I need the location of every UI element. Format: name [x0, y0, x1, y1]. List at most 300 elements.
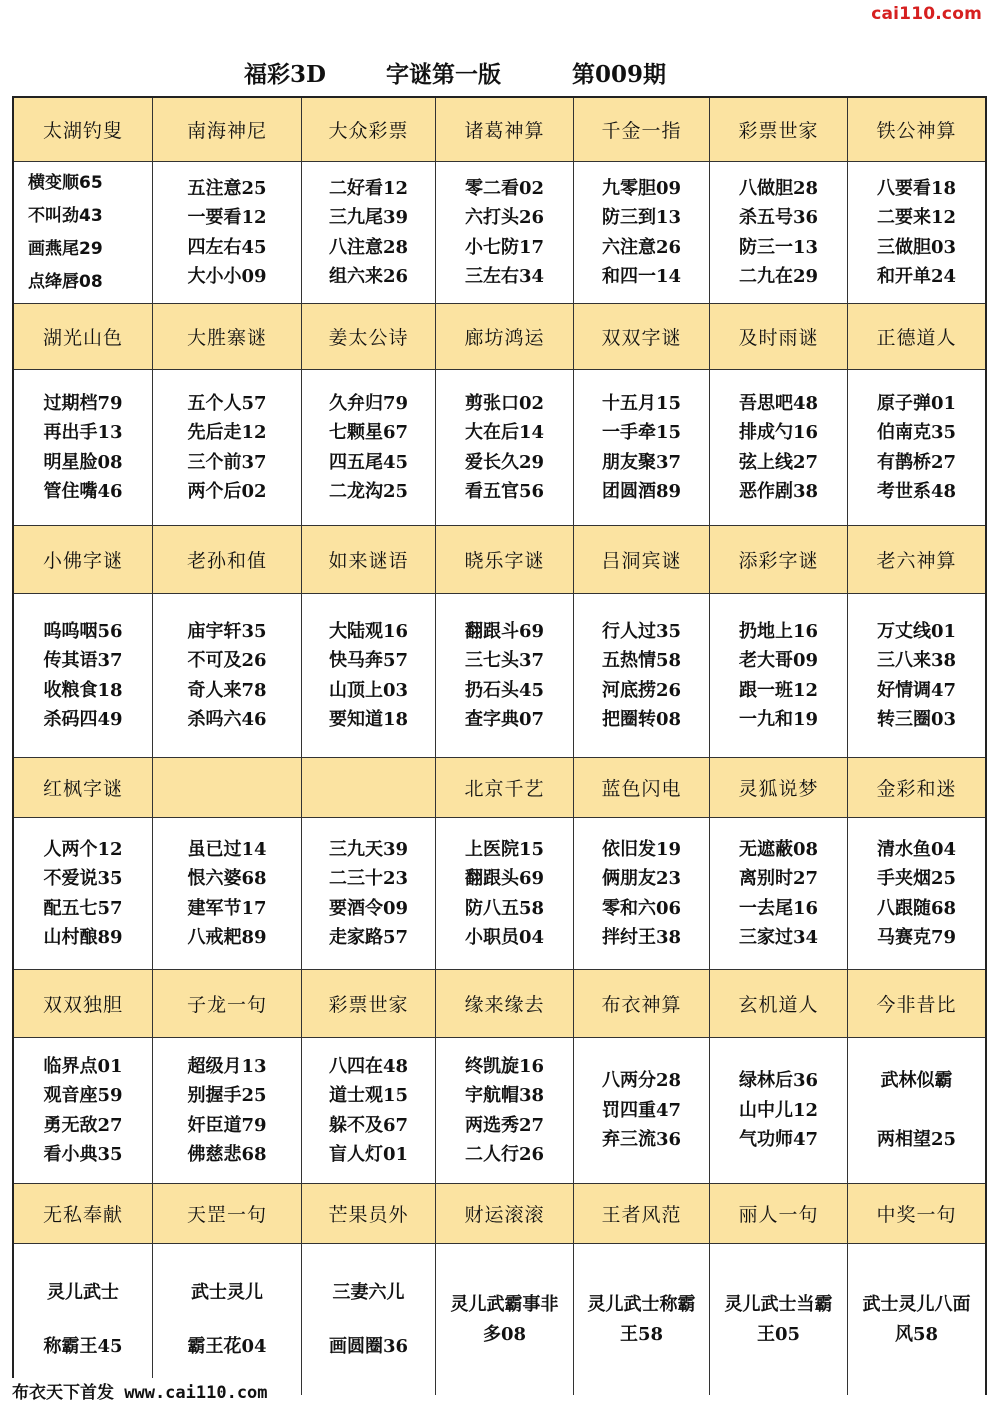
riddle-cell — [14, 594, 153, 757]
riddle-line: 佛慈悲68 — [187, 1144, 267, 1165]
riddle-line: 看小典35 — [43, 1144, 123, 1165]
column-header — [302, 304, 436, 369]
riddle-line: 伯南克35 — [876, 422, 957, 443]
riddle-line: 别握手25 — [187, 1085, 267, 1106]
expert-name: 晓乐字谜 — [464, 550, 545, 572]
body-row — [14, 1244, 985, 1395]
title-issue: 第009期 — [572, 61, 667, 88]
expert-name: 老六神算 — [876, 550, 957, 572]
riddle-lines — [739, 617, 818, 735]
column-header — [302, 970, 436, 1037]
riddle-lines — [329, 1052, 408, 1170]
riddle-line: 点绛唇08 — [28, 271, 103, 292]
expert-name: 彩票世家 — [328, 994, 409, 1016]
riddle-lines — [877, 174, 956, 292]
riddle-lines — [877, 1066, 956, 1155]
riddle-line: 收粮食18 — [43, 679, 123, 701]
riddle-cell — [436, 162, 574, 303]
expert-name: 今非昔比 — [876, 994, 957, 1016]
riddle-line: 小职员04 — [464, 927, 545, 948]
riddle-line: 无遮蔽08 — [738, 838, 819, 860]
column-header — [153, 1184, 302, 1243]
column-header — [153, 526, 302, 593]
riddle-lines — [43, 1244, 122, 1395]
riddle-lines — [602, 1066, 681, 1155]
riddle-cell — [710, 818, 848, 969]
riddle-line: 躲不及67 — [328, 1114, 409, 1136]
column-header — [436, 1184, 574, 1243]
riddle-line: 一去尾16 — [738, 897, 819, 919]
riddle-line: 清水鱼04 — [876, 838, 957, 860]
riddle-line: 防三到13 — [601, 207, 682, 228]
riddle-line: 灵儿武士称霸王58 — [587, 1293, 696, 1345]
riddle-line: 五热情58 — [601, 650, 682, 671]
riddle-line: 要酒令09 — [328, 897, 409, 919]
expert-name: 太湖钓叟 — [42, 120, 123, 142]
riddle-lines — [465, 617, 544, 735]
riddle-lines — [739, 1066, 818, 1155]
riddle-cell — [14, 1244, 153, 1395]
riddle-line: 不可及26 — [187, 650, 267, 671]
column-header — [14, 98, 153, 161]
column-header — [302, 98, 436, 161]
expert-name: 中奖一句 — [876, 1204, 957, 1226]
riddle-line: 明星脸08 — [43, 451, 123, 473]
riddle-cell — [436, 370, 574, 525]
column-header — [848, 526, 985, 593]
riddle-line: 四左右45 — [187, 236, 267, 258]
column-header — [710, 526, 848, 593]
expert-name: 蓝色闪电 — [601, 778, 682, 800]
riddle-line: 翻跟头69 — [464, 868, 545, 889]
expert-name: 大胜寨谜 — [186, 327, 267, 349]
header-row — [14, 526, 985, 594]
riddle-cell — [302, 162, 436, 303]
riddle-lines — [329, 617, 408, 735]
riddle-line: 久弁归79 — [328, 392, 409, 414]
riddle-line: 灵儿武霸事非多08 — [450, 1293, 559, 1345]
riddle-line: 临界点01 — [43, 1055, 123, 1077]
riddle-line: 七颗星67 — [328, 422, 409, 443]
column-header — [153, 758, 302, 817]
riddle-line: 三八来38 — [876, 650, 957, 671]
riddle-cell — [848, 818, 985, 969]
riddle-line: 八要看18 — [876, 177, 957, 199]
riddle-cell — [848, 162, 985, 303]
riddle-lines — [43, 835, 122, 953]
column-header — [574, 1184, 710, 1243]
riddle-line: 十五月15 — [601, 392, 682, 414]
riddle-line: 防八五58 — [464, 897, 545, 919]
riddle-line: 转三圈03 — [876, 709, 957, 730]
riddle-line: 虽已过14 — [187, 838, 267, 860]
riddle-line: 扔石头45 — [464, 679, 545, 701]
riddle-line: 手夹烟25 — [876, 868, 957, 889]
riddle-line: 看五官56 — [464, 481, 545, 502]
riddle-line: 三家过34 — [738, 927, 819, 948]
riddle-line: 三九尾39 — [328, 207, 409, 228]
column-header — [710, 98, 848, 161]
riddle-line: 杀码四49 — [43, 709, 123, 730]
column-header — [710, 1184, 848, 1243]
riddle-cell — [848, 1244, 985, 1395]
riddle-line: 配五七57 — [43, 897, 123, 919]
riddle-line: 八做胆28 — [738, 177, 819, 199]
riddle-line: 防三一13 — [738, 236, 819, 258]
column-header — [574, 970, 710, 1037]
riddle-line: 两个后02 — [187, 481, 267, 502]
column-header — [14, 970, 153, 1037]
riddle-lines — [877, 389, 956, 507]
riddle-cell — [574, 1244, 710, 1395]
riddle-lines — [329, 389, 408, 507]
riddle-line: 武士灵儿 — [191, 1282, 263, 1303]
column-header — [153, 98, 302, 161]
riddle-line: 山村酿89 — [43, 927, 123, 948]
riddle-line: 奸臣道79 — [187, 1114, 267, 1136]
riddle-line: 二三十23 — [328, 868, 409, 889]
expert-name: 无私奉献 — [42, 1204, 123, 1226]
riddle-cell — [436, 594, 574, 757]
riddle-line: 和开单24 — [876, 266, 957, 287]
column-header — [436, 526, 574, 593]
riddle-lines — [602, 389, 681, 507]
riddle-lines — [465, 389, 544, 507]
riddle-line: 不爱说35 — [43, 868, 123, 889]
expert-name: 姜太公诗 — [328, 327, 409, 349]
riddle-cell — [848, 370, 985, 525]
riddle-cell — [302, 370, 436, 525]
column-header — [710, 970, 848, 1037]
riddle-line: 扔地上16 — [738, 620, 819, 642]
riddle-cell — [436, 1038, 574, 1183]
riddle-line: 行人过35 — [601, 620, 682, 642]
riddle-line: 杀五号36 — [738, 207, 819, 228]
riddle-line: 恨六婆68 — [187, 868, 267, 889]
riddle-line: 宇航帽38 — [464, 1085, 545, 1106]
riddle-cell — [153, 162, 302, 303]
column-header — [153, 304, 302, 369]
riddle-line: 二人行26 — [464, 1144, 545, 1165]
column-header — [574, 98, 710, 161]
riddle-lines — [187, 389, 266, 507]
riddle-line: 考世系48 — [876, 481, 957, 502]
riddle-cell — [153, 370, 302, 525]
riddle-line: 灵儿武士当霸王05 — [724, 1293, 833, 1345]
title-edition: 字谜第一版 — [386, 61, 501, 88]
riddle-cell — [710, 1244, 848, 1395]
expert-name: 缘来缘去 — [464, 994, 545, 1016]
expert-name: 南海神尼 — [186, 120, 267, 142]
expert-name: 王者风范 — [601, 1204, 682, 1226]
riddle-lines — [465, 835, 544, 953]
riddle-line: 走家路57 — [328, 927, 409, 948]
riddle-cell — [574, 594, 710, 757]
expert-name: 灵狐说梦 — [738, 778, 819, 800]
expert-name: 添彩字谜 — [738, 550, 819, 572]
column-header — [848, 970, 985, 1037]
riddle-line: 离别时27 — [738, 868, 819, 889]
column-header — [14, 526, 153, 593]
riddle-line: 上医院15 — [464, 838, 545, 860]
column-header — [848, 758, 985, 817]
riddle-lines — [187, 617, 266, 735]
riddle-line: 一手牵15 — [601, 422, 682, 443]
riddle-line: 弦上线27 — [738, 451, 819, 473]
riddle-line: 八两分28 — [601, 1070, 682, 1092]
expert-name: 廊坊鸿运 — [464, 327, 545, 349]
riddle-line: 八跟随68 — [876, 897, 957, 919]
riddle-cell — [302, 594, 436, 757]
riddle-line: 庙宇轩35 — [187, 620, 267, 642]
header-row — [14, 758, 985, 818]
column-header — [14, 758, 153, 817]
riddle-line: 两相望25 — [876, 1129, 957, 1151]
page-title — [0, 56, 992, 96]
riddle-line: 拌纣王38 — [601, 927, 682, 948]
riddle-lines — [187, 835, 266, 953]
riddle-line: 罚四重47 — [601, 1099, 682, 1121]
riddle-line: 奇人来78 — [187, 679, 267, 701]
riddle-cell — [710, 370, 848, 525]
body-row — [14, 370, 985, 526]
riddle-line: 五个人57 — [187, 392, 267, 414]
riddle-line: 二好看12 — [328, 177, 409, 199]
body-row — [14, 594, 985, 758]
riddle-line: 八注意28 — [328, 236, 409, 258]
expert-name: 小佛字谜 — [42, 550, 123, 572]
riddle-cell — [848, 1038, 985, 1183]
riddle-line: 两选秀27 — [464, 1114, 545, 1136]
column-header — [14, 1184, 153, 1243]
footer-credit: 布衣天下首发 www.cai110.com — [12, 1378, 274, 1403]
riddle-line: 依旧发19 — [601, 838, 682, 860]
expert-name: 芒果员外 — [328, 1204, 409, 1226]
header-row — [14, 304, 985, 370]
riddle-lines — [877, 835, 956, 953]
riddle-cell — [302, 1038, 436, 1183]
expert-name: 子龙一句 — [186, 994, 267, 1016]
riddle-line: 组六来26 — [328, 266, 409, 287]
riddle-cell — [153, 1244, 302, 1395]
expert-name: 布衣神算 — [601, 994, 682, 1016]
column-header — [153, 970, 302, 1037]
riddle-lines — [739, 389, 818, 507]
riddle-line: 六注意26 — [601, 236, 682, 258]
riddle-cell — [153, 1038, 302, 1183]
riddle-cell — [14, 162, 153, 303]
column-header — [436, 98, 574, 161]
riddle-line: 过期档79 — [43, 392, 123, 414]
riddle-line: 一九和19 — [738, 709, 819, 730]
riddle-line: 管住嘴46 — [43, 481, 123, 502]
expert-name: 湖光山色 — [42, 327, 123, 349]
riddle-cell — [14, 818, 153, 969]
riddle-line: 弃三流36 — [601, 1129, 682, 1151]
header-row — [14, 970, 985, 1038]
riddle-line: 翻跟斗69 — [464, 620, 545, 642]
riddle-line: 勇无敌27 — [43, 1114, 123, 1136]
riddle-line: 呜呜咽56 — [43, 620, 123, 642]
column-header — [848, 98, 985, 161]
riddle-cell — [436, 818, 574, 969]
riddle-line: 原子弹01 — [876, 392, 957, 414]
riddle-line: 三个前37 — [187, 451, 267, 473]
riddle-lines — [602, 174, 681, 292]
riddle-line: 横变顺65 — [28, 172, 103, 193]
expert-name: 如来谜语 — [328, 550, 409, 572]
riddle-cell — [848, 594, 985, 757]
riddle-lines — [329, 835, 408, 953]
riddle-line: 称霸王45 — [43, 1335, 123, 1357]
riddle-lines — [14, 167, 152, 299]
riddle-line: 武士灵儿八面风58 — [862, 1293, 971, 1345]
riddle-line: 杀吗六46 — [187, 709, 267, 730]
expert-name: 双双字谜 — [601, 327, 682, 349]
riddle-line: 六打头26 — [464, 207, 545, 228]
riddle-line: 再出手13 — [43, 422, 123, 443]
body-row — [14, 162, 985, 304]
expert-name: 彩票世家 — [738, 120, 819, 142]
riddle-cell — [574, 818, 710, 969]
riddle-line: 终凯旋16 — [464, 1055, 545, 1077]
riddle-lines — [739, 835, 818, 953]
riddle-cell — [574, 1038, 710, 1183]
riddle-line: 好情调47 — [876, 679, 957, 701]
riddle-line: 剪张口02 — [464, 392, 545, 414]
title-lottery: 福彩3D — [244, 61, 326, 88]
riddle-line: 零二看02 — [464, 177, 545, 199]
column-header — [302, 1184, 436, 1243]
riddle-line: 三九天39 — [328, 838, 409, 860]
column-header — [574, 758, 710, 817]
expert-name: 诸葛神算 — [464, 120, 545, 142]
riddle-line: 查字典07 — [464, 709, 545, 730]
expert-name: 铁公神算 — [876, 120, 957, 142]
riddle-line: 五注意25 — [187, 177, 267, 199]
riddle-cell — [574, 370, 710, 525]
expert-name: 千金一指 — [601, 120, 682, 142]
riddle-line: 小七防17 — [464, 236, 545, 258]
riddle-line: 盲人灯01 — [328, 1144, 409, 1165]
riddle-line: 人两个12 — [43, 838, 123, 860]
column-header — [302, 526, 436, 593]
expert-name: 正德道人 — [876, 327, 957, 349]
body-row — [14, 818, 985, 970]
riddle-line: 武林似霸 — [880, 1070, 953, 1092]
riddle-lines — [465, 174, 544, 292]
header-row — [14, 1184, 985, 1244]
column-header — [710, 758, 848, 817]
riddle-cell — [14, 1038, 153, 1183]
expert-name: 北京千艺 — [464, 778, 545, 800]
column-header — [574, 304, 710, 369]
column-header — [302, 758, 436, 817]
riddle-lines — [739, 174, 818, 292]
expert-name: 红枫字谜 — [42, 778, 123, 800]
riddle-lines — [465, 1052, 544, 1170]
riddle-line: 建军节17 — [187, 897, 267, 919]
riddle-line: 先后走12 — [187, 422, 267, 443]
riddle-line: 二龙沟25 — [328, 481, 409, 502]
riddle-line: 排成勺16 — [738, 422, 819, 443]
riddle-line: 道士观15 — [328, 1085, 409, 1106]
riddle-line: 三做胆03 — [876, 236, 957, 258]
riddle-line: 传其语37 — [43, 650, 123, 671]
riddle-line: 山顶上03 — [328, 679, 409, 701]
riddle-line: 爱长久29 — [464, 451, 545, 473]
riddle-cell — [153, 818, 302, 969]
expert-name: 财运滚滚 — [464, 1204, 545, 1226]
riddle-cell — [574, 162, 710, 303]
riddle-cell — [153, 594, 302, 757]
site-watermark: cai110.com — [871, 4, 982, 24]
riddle-line: 三妻六儿 — [332, 1282, 405, 1303]
riddle-line: 马赛克79 — [876, 927, 957, 948]
riddle-line: 二要来12 — [876, 207, 957, 228]
riddle-line: 朋友聚37 — [601, 451, 682, 473]
riddle-line: 一要看12 — [187, 207, 267, 228]
expert-name: 吕洞宾谜 — [601, 550, 682, 572]
column-header — [848, 1184, 985, 1243]
column-header — [710, 304, 848, 369]
expert-name: 金彩和迷 — [876, 778, 957, 800]
riddle-line: 三七头37 — [464, 650, 545, 671]
riddle-line: 把圈转08 — [601, 709, 682, 730]
riddle-line: 恶作剧38 — [738, 481, 819, 502]
riddle-line: 四五尾45 — [328, 451, 409, 473]
riddle-line: 超级月13 — [187, 1055, 267, 1077]
riddle-line: 零和六06 — [601, 897, 682, 919]
riddle-line: 气功师47 — [738, 1129, 819, 1151]
riddle-line: 万丈线01 — [876, 620, 957, 642]
riddle-lines — [187, 1052, 266, 1170]
riddle-line: 八戒耙89 — [187, 927, 267, 948]
riddle-line: 和四一14 — [601, 266, 682, 287]
riddle-line: 跟一班12 — [738, 679, 819, 701]
riddle-line: 九零胆09 — [601, 177, 682, 199]
riddle-cell — [302, 1244, 436, 1395]
expert-name: 及时雨谜 — [738, 327, 819, 349]
riddle-line: 霸王花04 — [187, 1335, 267, 1357]
riddle-line: 要知道18 — [328, 709, 409, 730]
riddle-lines — [602, 617, 681, 735]
column-header — [574, 526, 710, 593]
riddle-lines — [187, 174, 266, 292]
riddle-line: 俩朋友23 — [601, 868, 682, 889]
body-row — [14, 1038, 985, 1184]
riddle-line: 老大哥09 — [738, 650, 819, 671]
riddle-cell — [710, 1038, 848, 1183]
riddle-lines — [43, 1052, 122, 1170]
riddle-lines — [187, 1244, 266, 1395]
riddle-line: 观音座59 — [43, 1085, 123, 1106]
riddle-line: 画圆圈36 — [328, 1335, 409, 1357]
riddle-line: 有鹊桥27 — [876, 451, 957, 473]
riddle-table — [12, 96, 987, 1395]
column-header — [848, 304, 985, 369]
riddle-line: 不叫劲43 — [28, 205, 103, 226]
riddle-cell — [710, 594, 848, 757]
expert-name: 天罡一句 — [186, 1204, 267, 1226]
expert-name: 丽人一句 — [738, 1204, 819, 1226]
riddle-line: 吾思吧48 — [738, 392, 819, 414]
riddle-lines — [329, 1244, 408, 1395]
riddle-cell — [710, 162, 848, 303]
expert-name: 双双独胆 — [42, 994, 123, 1016]
expert-name: 老孙和值 — [186, 550, 267, 572]
expert-name: 玄机道人 — [738, 994, 819, 1016]
